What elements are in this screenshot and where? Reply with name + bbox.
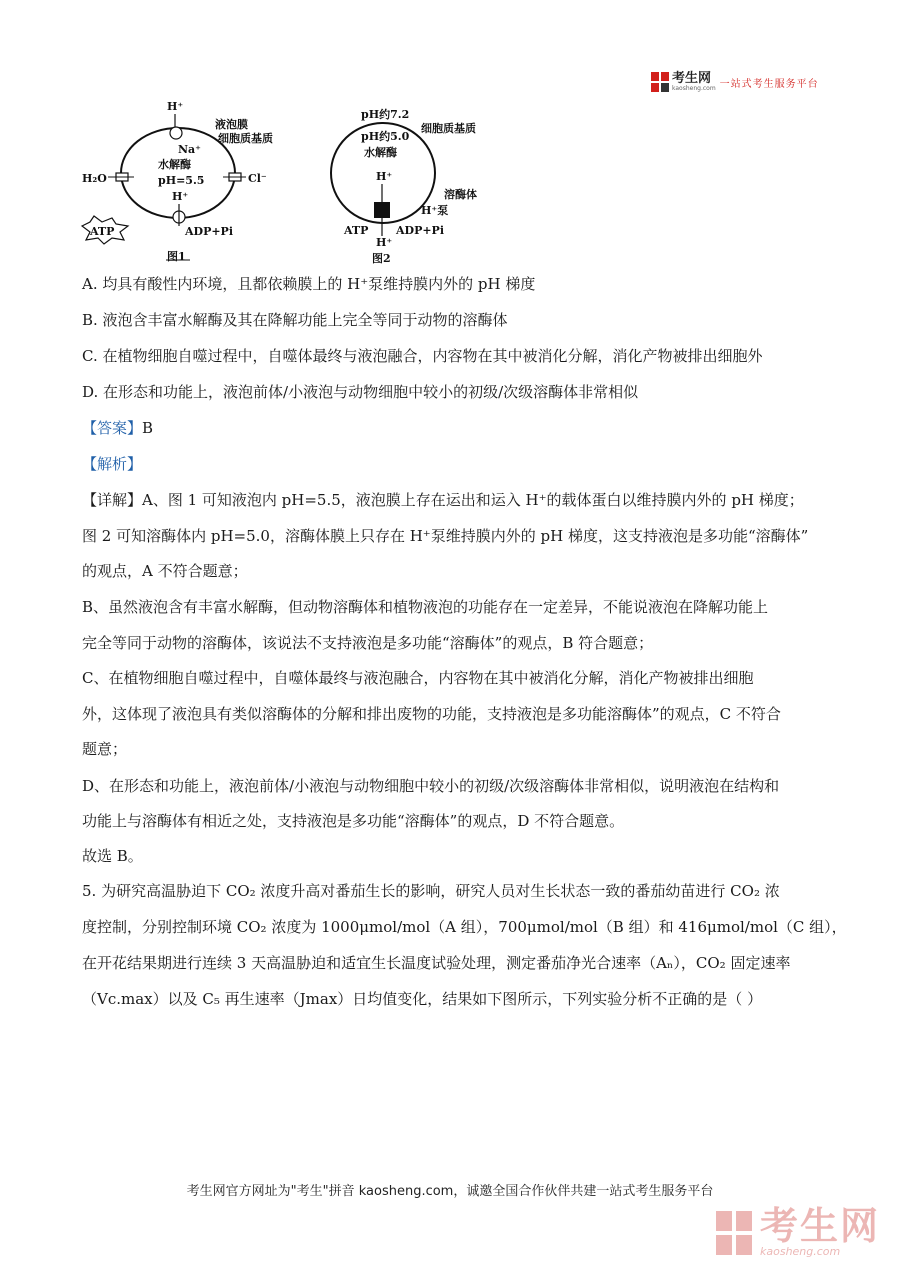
watermark-logo-icon [716,1211,754,1255]
answer-value: B [142,419,154,437]
explanation-line: C、在植物细胞自噬过程中，自噬体最终与液泡融合，内容物在其中被消化分解，消化产物被排出细胞 [82,669,754,687]
fig2-adp: ADP+Pi [396,224,445,237]
fig2-enzyme: 水解酶 [364,146,397,159]
logo-url: kaosheng.com [672,85,716,92]
question5-line: 度控制，分别控制环境 CO₂ 浓度为 1000μmol/mol（A 组），700μmol/mol（B 组）和 416μmol/mol（C 组）， [82,918,847,936]
explanation-line: 图 2 可知溶酶体内 pH=5.0，溶酶体膜上只存在 H⁺泵维持膜内外的 pH 梯度，这支持液泡是多功能“溶酶体” [82,527,809,545]
fig1-h-top: H⁺ [167,100,184,113]
fig2-caption: 图2 [372,252,391,265]
explanation-line: 题意； [82,740,128,758]
watermark-url: kaosheng.com [760,1245,841,1258]
fig2-h-out: H⁺ [376,236,393,249]
explanation-line: 功能上与溶酶体有相近之处，支持液泡是多功能“溶酶体”的观点，D 不符合题意。 [82,812,625,830]
explanation-line: 外，这体现了液泡具有类似溶酶体的分解和排出废物的功能，支持液泡是多功能溶酶体”的观点，C 不符合 [82,705,781,723]
logo-icon [651,72,669,92]
figure-2 [331,107,477,265]
fig2-atp: ATP [344,224,369,237]
option-d: D. 在形态和功能上，液泡前体/小液泡与动物细胞中较小的初级/次级溶酶体非常相似 [82,383,639,401]
explanation-line: 完全等同于动物的溶酶体，该说法不支持液泡是多功能“溶酶体”的观点，B 符合题意； [82,634,654,652]
question5-line: 在开花结果期进行连续 3 天高温胁迫和适宜生长温度试验处理，测定番茄净光合速率（Aₙ），CO₂ 固定速率 [82,954,791,972]
fig1-h-bottom: H⁺ [172,190,189,203]
fig1-na: Na⁺ [178,143,201,156]
fig2-ph-in: pH约5.0 [361,130,410,143]
fig1-membrane-label: 液泡膜 [215,118,248,131]
explanation-line: 的观点，A 不符合题意； [82,562,248,580]
fig1-cytoplasm-label: 细胞质基质 [218,132,273,145]
header-slogan: 一站式考生服务平台 [719,78,819,90]
fig1-cl: Cl⁻ [248,172,267,185]
option-a: A. 均具有酸性内环境，且都依赖膜上的 H⁺泵维持膜内外的 pH 梯度 [82,275,536,293]
h-pump-icon [374,202,390,218]
answer-tag: 【答案】 [82,419,143,437]
fig1-atp: ATP [90,225,115,238]
analysis-tag: 【解析】 [82,455,143,473]
question5-line: 5. 为研究高温胁迫下 CO₂ 浓度升高对番茄生长的影响，研究人员对生长状态一致的番茄幼苗进行 CO₂ 浓 [82,882,780,900]
explanation-line: 【详解】A、图 1 可知液泡内 pH=5.5，液泡膜上存在运出和运入 H⁺的载体蛋白以维持膜内外的 pH 梯度； [82,491,804,509]
logo-name: 考生网 [672,71,712,86]
header-logo [651,72,819,92]
answer-line [82,418,153,438]
fig1-enzyme: 水解酶 [158,158,191,171]
fig2-h-in: H⁺ [376,170,393,183]
figure-1 [82,100,273,263]
explanation-line: 故选 B。 [82,847,143,865]
option-b: B. 液泡含丰富水解酶及其在降解功能上完全等同于动物的溶酶体 [82,311,508,329]
explanation-line: D、在形态和功能上，液泡前体/小液泡与动物细胞中较小的初级/次级溶酶体非常相似，说明液泡在结构和 [82,777,780,795]
fig2-pump: H⁺泵 [421,204,449,217]
fig1-adp: ADP+Pi [185,225,234,238]
fig2-lysosome: 溶酶体 [444,188,477,201]
explanation-line: B、虽然液泡含有丰富水解酶，但动物溶酶体和植物液泡的功能存在一定差异，不能说液泡在降解功能上 [82,598,769,616]
fig1-caption: 图1 [167,250,186,263]
footer-text: 考生网官方网址为"考生"拼音 kaosheng.com，诚邀全国合作伙伴共建一站式考生服务平台 [186,1184,714,1199]
fig2-ph-out: pH约7.2 [361,108,410,121]
watermark-name: 考生网 [760,1204,881,1248]
figures [78,98,518,266]
fig1-ph: pH=5.5 [158,174,205,187]
fig2-cytoplasm-label: 细胞质基质 [421,122,476,135]
question5-line: （Vc.max）以及 C₅ 再生速率（Jmax）日均值变化，结果如下图所示，下列实验分析不正确的是（ ） [82,990,763,1008]
fig1-h2o: H₂O [82,172,107,185]
watermark [716,1204,881,1258]
option-c: C. 在植物细胞自噬过程中，自噬体最终与液泡融合，内容物在其中被消化分解，消化产物被排出细胞外 [82,347,763,365]
